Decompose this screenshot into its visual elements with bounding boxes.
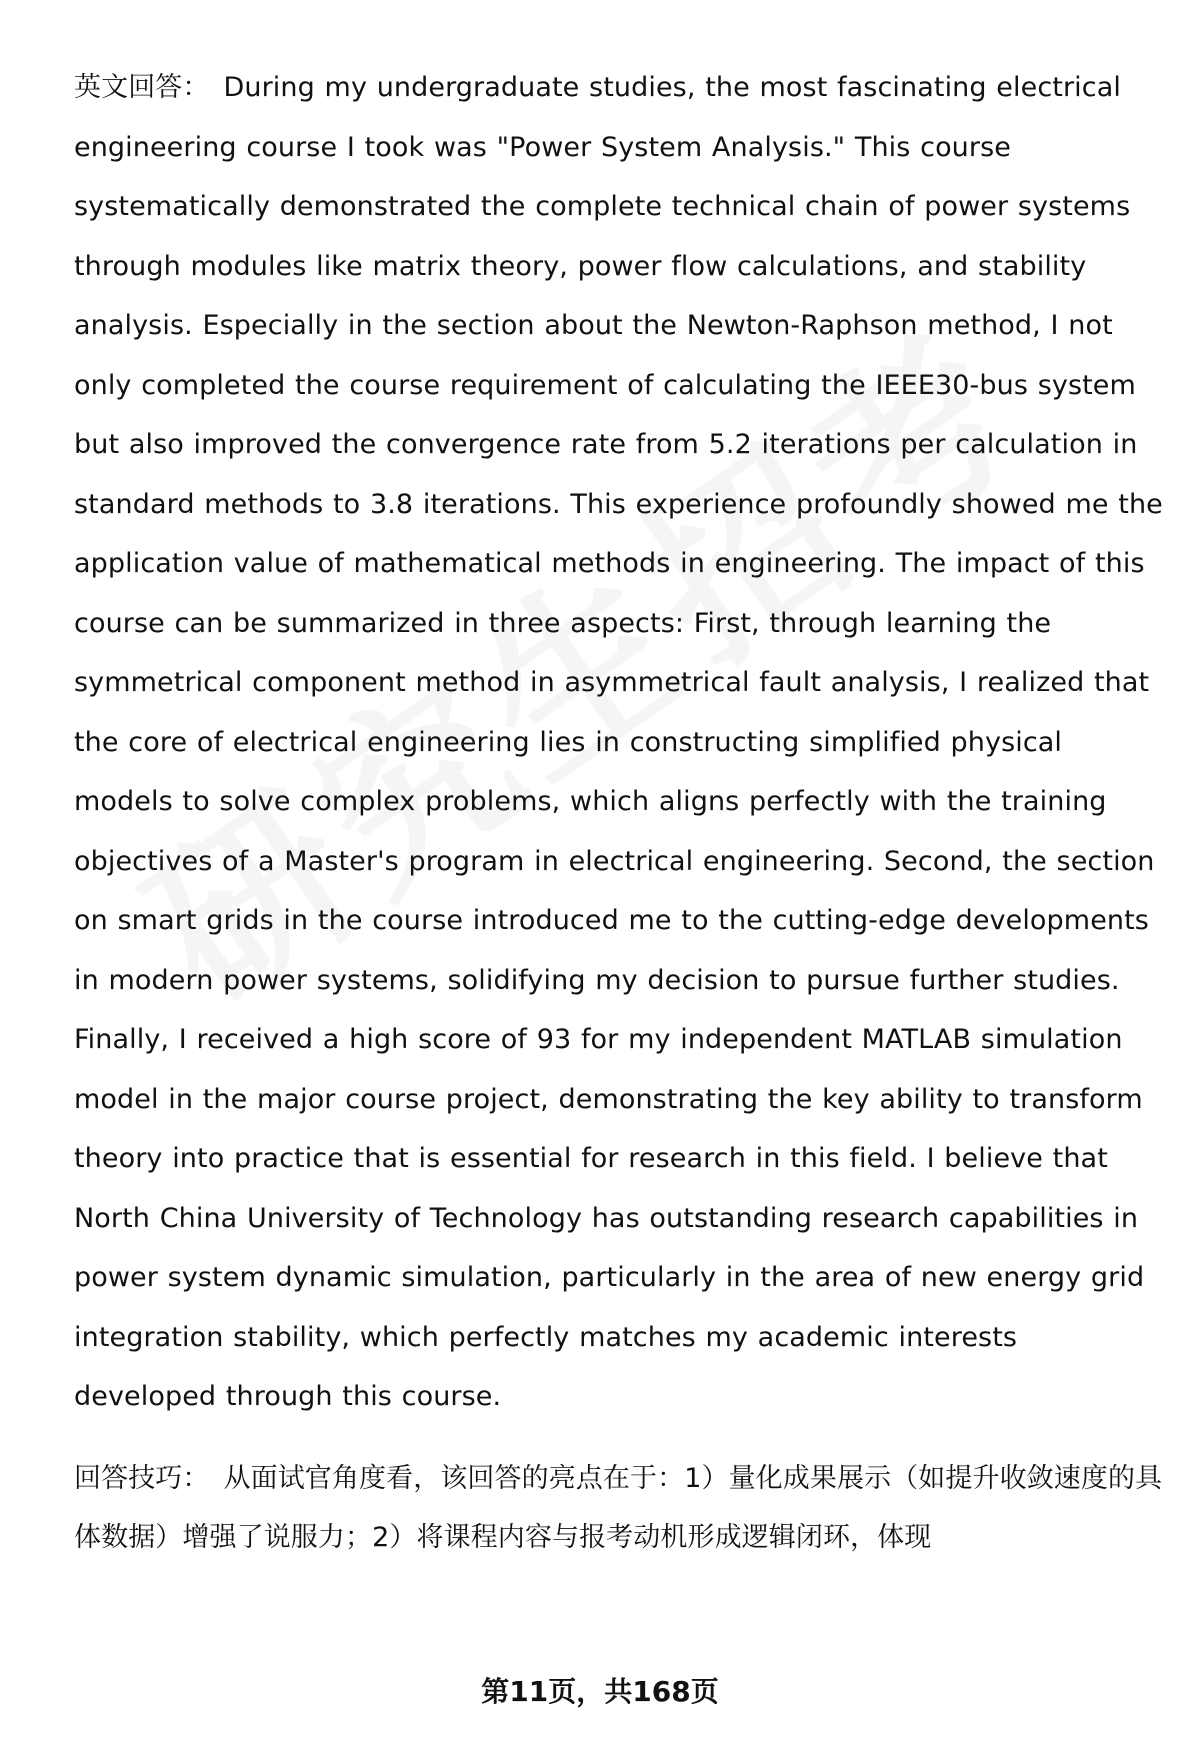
answer-tips-label: 回答技巧： bbox=[74, 1462, 210, 1494]
answer-tips-paragraph bbox=[74, 1449, 1164, 1568]
page-content bbox=[74, 58, 1164, 1568]
page-number: 第11页，共168页 bbox=[481, 1675, 719, 1708]
answer-tips-text: 从面试官角度看，该回答的亮点在于：1）量化成果展示（如提升收敛速度的具体数据）增强了说服力；2）将课程内容与报考动机形成逻辑闭环，体现 bbox=[74, 1462, 1163, 1553]
english-answer-label: 英文回答： bbox=[74, 72, 210, 103]
english-answer-paragraph bbox=[74, 58, 1164, 1427]
english-answer-text: During my undergraduate studies, the most fascinating electrical engineering course I took was "Power System Analysis." This course systematically demonstrated the complete technical chain of power systems through modules like matrix theory, power flow calculations, and stability analysis. Especially in the section about the Newton-Raphson method, I not only completed the course requirement of calculating the IEEE30-bus system but also improved the convergence rate from 5.2 iterations per calculation in standard methods to 3.8 iterations. This experience profoundly showed me the application value of mathematical methods in engineering. The impact of this course can be summarized in three aspects: First, through learning the symmetrical component method in asymmetrical fault analysis, I realized that the core of electrical engineering lies in constructing simplified physical models to solve complex problems, which aligns perfectly with the training objectives of a Master's program in electrical engineering. Second, the section on smart grids in the course introduced me to the cutting-edge developments in modern power systems, solidifying my decision to pursue further studies. Finally, I received a high score of 93 for my independent MATLAB simulation model in the major course project, demonstrating the key ability to transform theory into practice that is essential for research in this field. I believe that North China University of Technology has outstanding research capabilities in power system dynamic simulation, particularly in the area of new energy grid integration stability, which perfectly matches my academic interests developed through this course. bbox=[74, 72, 1163, 1412]
